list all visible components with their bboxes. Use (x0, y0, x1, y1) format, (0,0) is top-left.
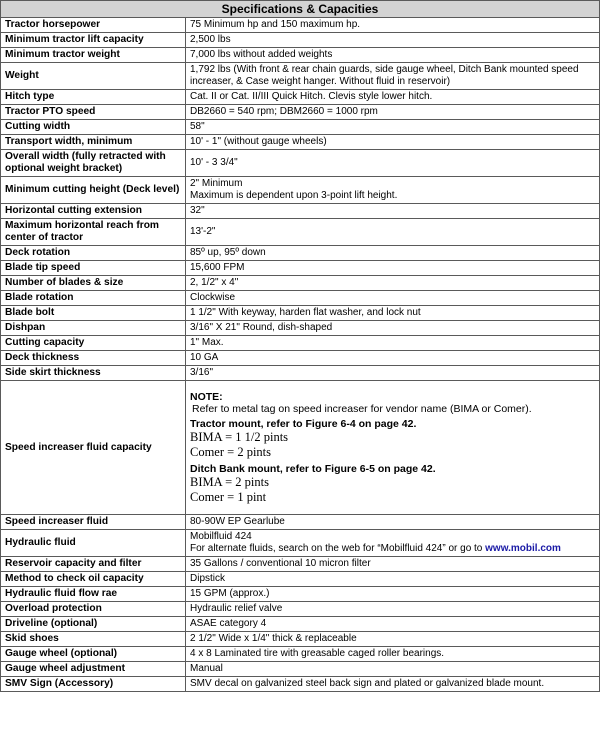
spec-value: 15 GPM (approx.) (186, 587, 600, 602)
table-row (1, 587, 600, 602)
spec-value: 7,000 lbs without added weights (186, 48, 600, 63)
spec-value: Hydraulic relief valve (186, 602, 600, 617)
table-row (1, 647, 600, 662)
spec-value: Cat. II or Cat. II/III Quick Hitch. Clevis style lower hitch. (186, 90, 600, 105)
table-row (1, 321, 600, 336)
spec-label: Side skirt thickness (1, 366, 186, 381)
table-row (1, 33, 600, 48)
spec-value: Dipstick (186, 572, 600, 587)
spec-value: 1 1/2" With keyway, harden flat washer, and lock nut (186, 306, 600, 321)
note-heading: NOTE: (190, 390, 223, 403)
spec-label: Speed increaser fluid capacity (1, 381, 186, 515)
spec-label: Blade rotation (1, 291, 186, 306)
spec-value: Manual (186, 662, 600, 677)
spec-value: 13'-2" (186, 219, 600, 246)
spec-value: 3/16" X 21" Round, dish-shaped (186, 321, 600, 336)
table-row (1, 572, 600, 587)
spec-label: Hitch type (1, 90, 186, 105)
spec-label: Method to check oil capacity (1, 572, 186, 587)
spec-value: 58" (186, 120, 600, 135)
spec-value: 85º up, 95º down (186, 246, 600, 261)
table-row (1, 366, 600, 381)
spec-label: Hydraulic fluid (1, 530, 186, 557)
table-row (1, 306, 600, 321)
spec-value: 10' - 3 3/4" (186, 150, 600, 177)
ditch-bank-mount-heading: Ditch Bank mount, refer to Figure 6-5 on page 42. (190, 462, 436, 475)
spec-value-line: Maximum is dependent upon 3-point lift height. (190, 190, 398, 201)
spec-label: SMV Sign (Accessory) (1, 677, 186, 692)
spec-label: Weight (1, 63, 186, 90)
spec-value: 75 Minimum hp and 150 maximum hp. (186, 18, 600, 33)
spec-value: 3/16" (186, 366, 600, 381)
table-row (1, 18, 600, 33)
spec-label: Maximum horizontal reach from center of tractor (1, 219, 186, 246)
spec-label: Overall width (fully retracted with optional weight bracket) (1, 150, 186, 177)
title-row (1, 1, 600, 18)
table-row (1, 63, 600, 90)
spec-value: 10 GA (186, 351, 600, 366)
spec-value: 2, 1/2" x 4" (186, 276, 600, 291)
spec-value (186, 530, 600, 557)
table-row (1, 515, 600, 530)
table-row (1, 90, 600, 105)
table-row (1, 105, 600, 120)
spec-label: Tractor PTO speed (1, 105, 186, 120)
spec-label: Horizontal cutting extension (1, 204, 186, 219)
hydraulic-fluid-name: Mobilfluid 424 (190, 531, 252, 542)
table-row (1, 677, 600, 692)
spec-value: 32" (186, 204, 600, 219)
spec-value: 2 1/2" Wide x 1/4" thick & replaceable (186, 632, 600, 647)
table-row (1, 336, 600, 351)
spec-value: 15,600 FPM (186, 261, 600, 276)
hydraulic-fluid-note-text: For alternate fluids, search on the web for “Mobilfluid 424” or go to (190, 543, 486, 554)
table-row (1, 261, 600, 276)
tractor-bima-amount: BIMA = 1 1/2 pints (190, 429, 289, 444)
spec-value (186, 177, 600, 204)
spec-value: 10' - 1" (without gauge wheels) (186, 135, 600, 150)
spec-value: ASAE category 4 (186, 617, 600, 632)
spec-value: 1" Max. (186, 336, 600, 351)
spec-label: Skid shoes (1, 632, 186, 647)
table-row (1, 150, 600, 177)
table-row (1, 48, 600, 63)
spec-value-line: 2" Minimum (190, 178, 243, 189)
spec-label: Tractor horsepower (1, 18, 186, 33)
ditch-bima-amount: BIMA = 2 pints (190, 474, 269, 489)
table-row (1, 120, 600, 135)
table-row (1, 219, 600, 246)
spec-label: Minimum tractor weight (1, 48, 186, 63)
table-row (1, 557, 600, 572)
table-row (1, 291, 600, 306)
table-row (1, 135, 600, 150)
spec-label: Deck thickness (1, 351, 186, 366)
spec-label: Dishpan (1, 321, 186, 336)
spec-value: 1,792 lbs (With front & rear chain guards, side gauge wheel, Ditch Bank mounted speed increaser, & Case weight hanger. Without fluid in reservoir) (186, 63, 600, 90)
spec-value: 4 x 8 Laminated tire with greasable caged roller bearings. (186, 647, 600, 662)
table-row (1, 246, 600, 261)
spec-label: Minimum cutting height (Deck level) (1, 177, 186, 204)
spec-label: Transport width, minimum (1, 135, 186, 150)
fluid-capacity-value (186, 381, 600, 515)
spec-value: Clockwise (186, 291, 600, 306)
table-row (1, 276, 600, 291)
table-row (1, 602, 600, 617)
note-text: Refer to metal tag on speed increaser for vendor name (BIMA or Comer). (192, 402, 532, 415)
table-row (1, 617, 600, 632)
spec-value: DB2660 = 540 rpm; DBM2660 = 1000 rpm (186, 105, 600, 120)
spec-label: Speed increaser fluid (1, 515, 186, 530)
ditch-comer-amount: Comer = 1 pint (190, 489, 267, 504)
mobil-link[interactable]: www.mobil.com (485, 543, 561, 554)
table-row (1, 351, 600, 366)
spec-label: Hydraulic fluid flow rae (1, 587, 186, 602)
table-row (1, 530, 600, 557)
table-row (1, 662, 600, 677)
spec-value: 35 Gallons / conventional 10 micron filter (186, 557, 600, 572)
spec-label: Number of blades & size (1, 276, 186, 291)
spec-value: 80-90W EP Gearlube (186, 515, 600, 530)
spec-label: Deck rotation (1, 246, 186, 261)
spec-label: Gauge wheel adjustment (1, 662, 186, 677)
spec-label: Reservoir capacity and filter (1, 557, 186, 572)
spec-label: Cutting capacity (1, 336, 186, 351)
spec-label: Overload protection (1, 602, 186, 617)
spec-label: Blade bolt (1, 306, 186, 321)
spec-value: SMV decal on galvanized steel back sign and plated or galvanized blade mount. (186, 677, 600, 692)
spec-value: 2,500 lbs (186, 33, 600, 48)
table-row (1, 381, 600, 515)
table-title: Specifications & Capacities (1, 1, 600, 18)
hydraulic-fluid-note (190, 543, 595, 555)
table-row (1, 204, 600, 219)
spec-label: Driveline (optional) (1, 617, 186, 632)
tractor-mount-heading: Tractor mount, refer to Figure 6-4 on page 42. (190, 417, 417, 430)
table-row (1, 177, 600, 204)
tractor-comer-amount: Comer = 2 pints (190, 444, 272, 459)
spec-label: Gauge wheel (optional) (1, 647, 186, 662)
spec-label: Cutting width (1, 120, 186, 135)
spec-label: Minimum tractor lift capacity (1, 33, 186, 48)
table-row (1, 632, 600, 647)
spec-label: Blade tip speed (1, 261, 186, 276)
